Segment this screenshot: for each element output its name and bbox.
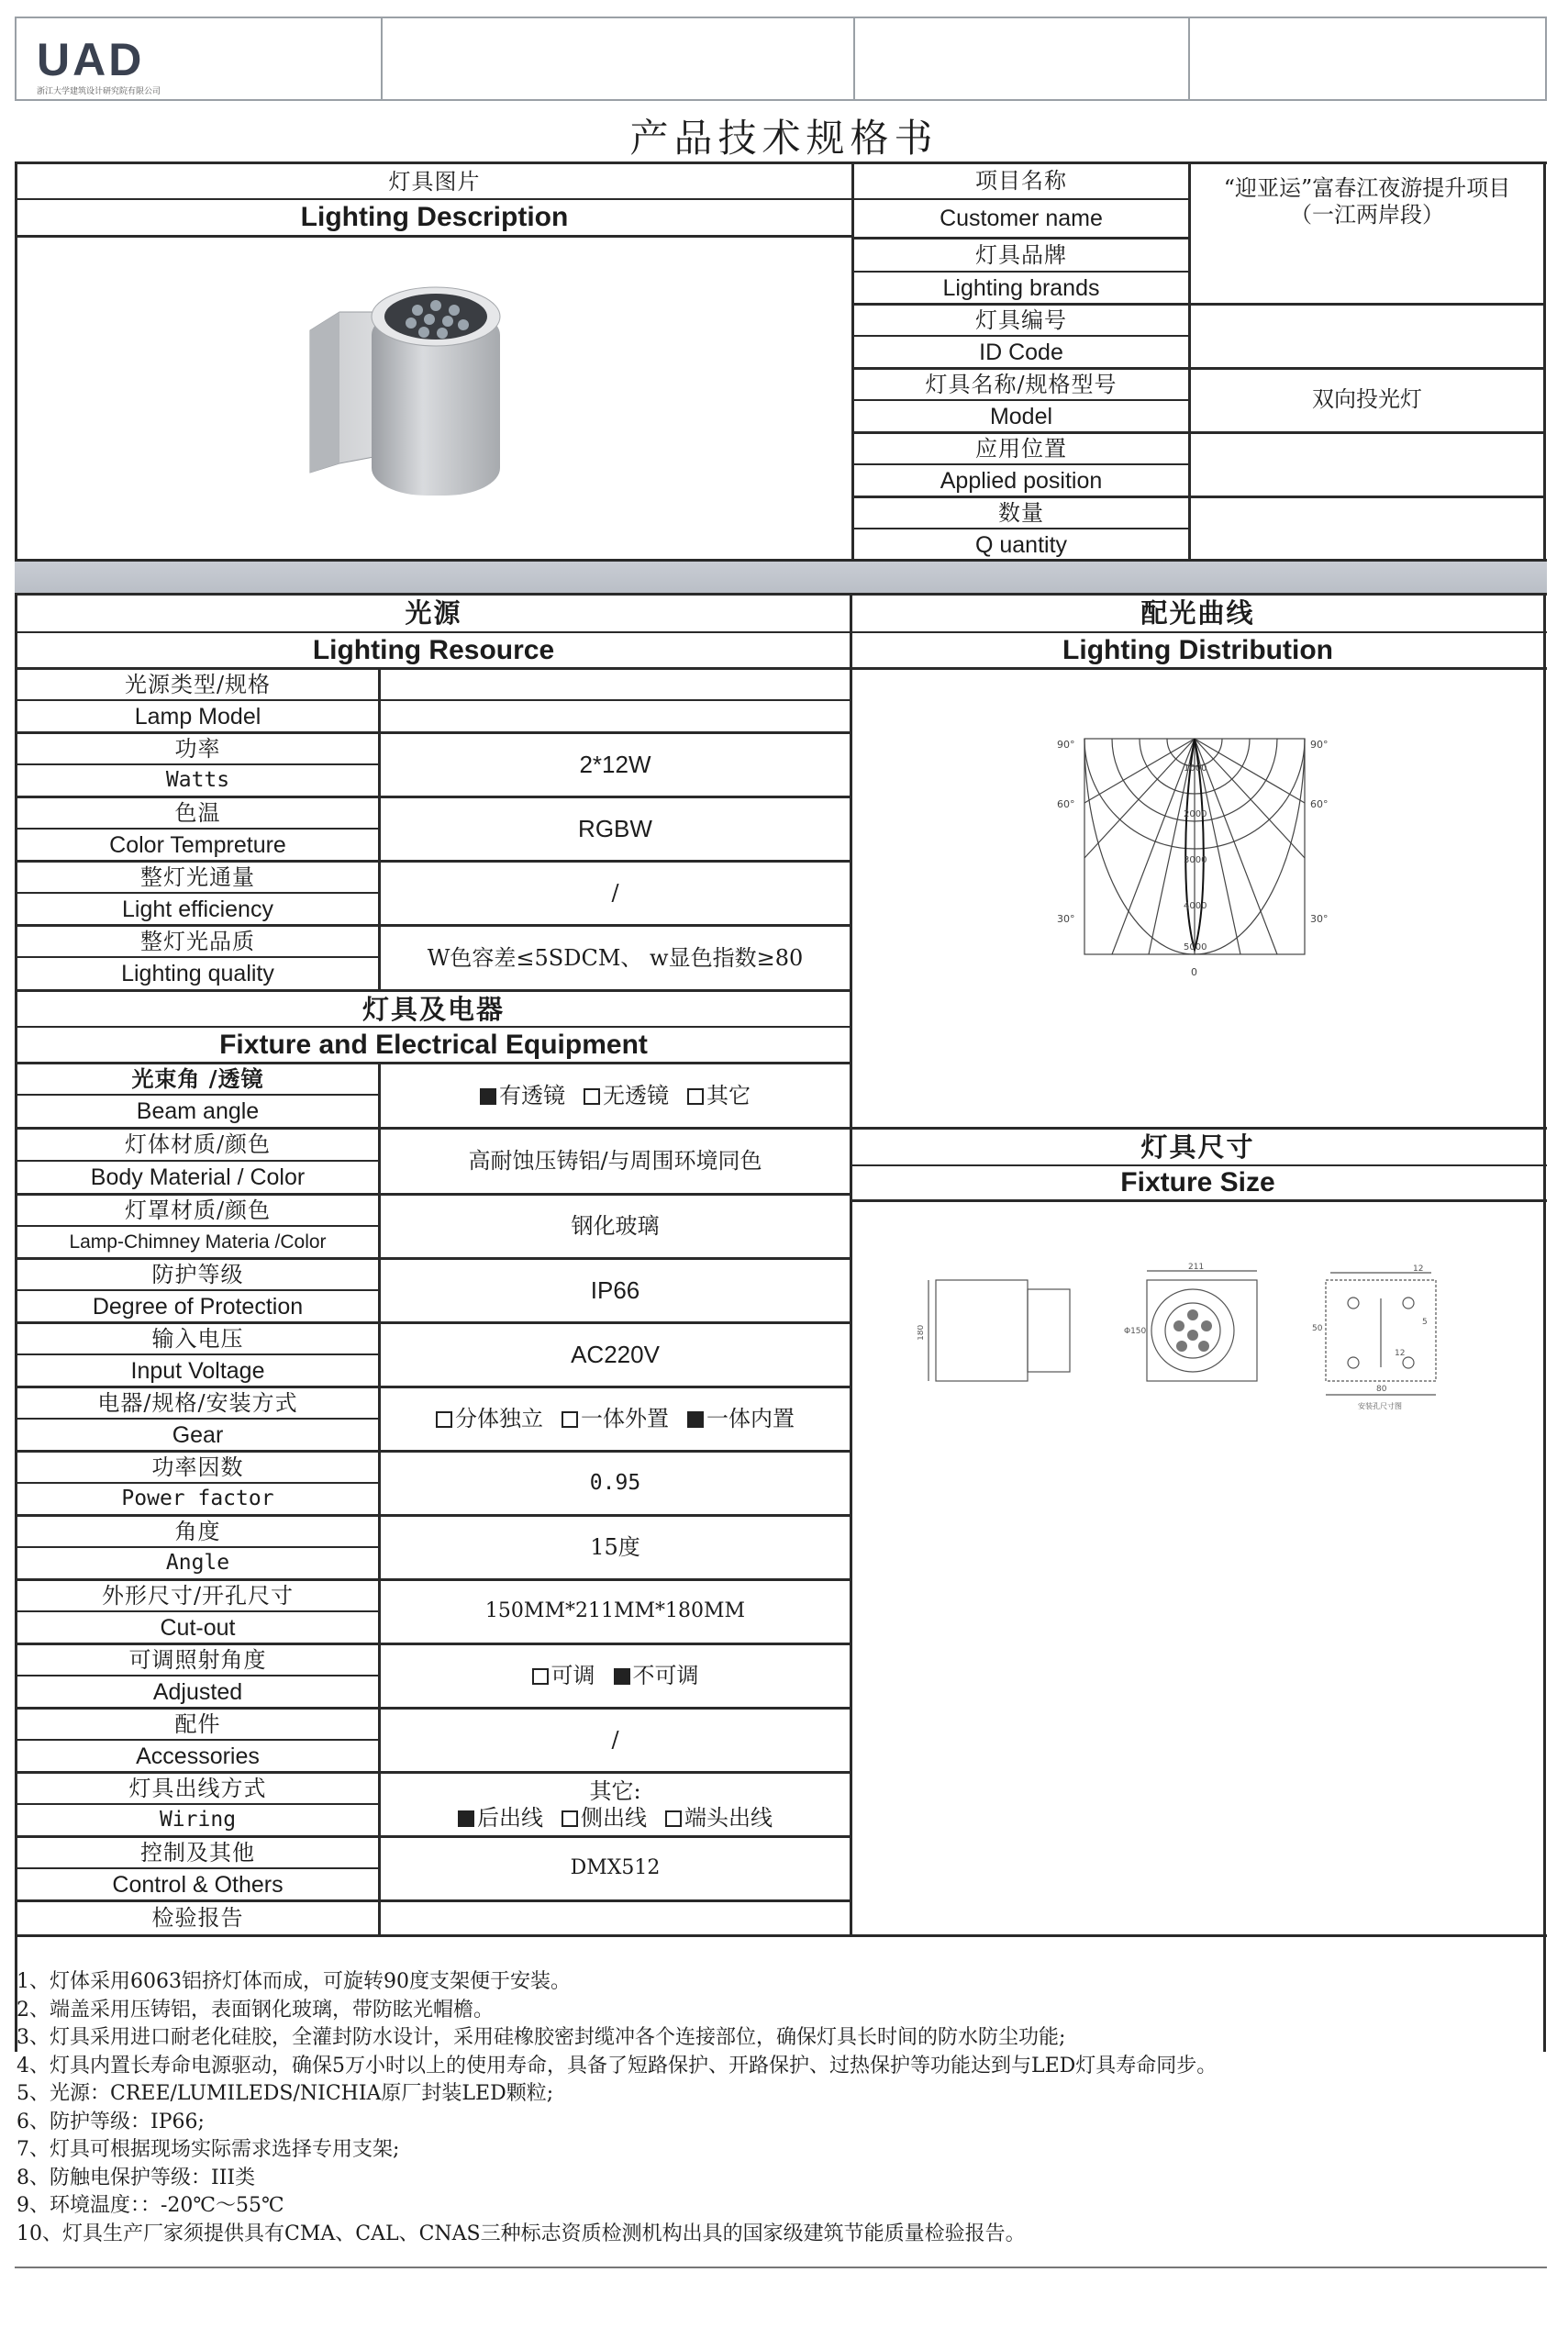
- field-label-cn: 灯具品牌: [975, 241, 1067, 268]
- fixture-label-en: Power factor: [121, 1486, 274, 1510]
- note-item: 8、防触电保护等级：III类: [17, 2166, 256, 2189]
- light-efficiency-value: /: [611, 880, 619, 907]
- fixture-label-en: Input Voltage: [130, 1357, 265, 1384]
- resource-title-en: Lighting Resource: [312, 634, 555, 665]
- fixture-label-en: Wiring: [159, 1807, 237, 1832]
- angle-label-60-left: 60°: [1057, 798, 1075, 810]
- field-label-cn: 应用位置: [975, 435, 1067, 462]
- fixture-label-en: Adjusted: [152, 1678, 243, 1705]
- checkbox-internal[interactable]: [687, 1406, 795, 1432]
- note-item: 7、灯具可根据现场实际需求选择专用支架;: [17, 2138, 400, 2161]
- note-item: 1、灯体采用6063铝挤灯体而成，可旋转90度支架便于安装。: [17, 1970, 571, 1993]
- fixture-label-cn: 可调照射角度: [128, 1646, 267, 1673]
- option-label: 不可调: [632, 1663, 699, 1689]
- angle-label-90-right: 90°: [1310, 739, 1329, 751]
- option-label: 有透镜: [499, 1082, 565, 1108]
- option-label: 端头出线: [684, 1804, 773, 1831]
- checkbox-other[interactable]: [687, 1083, 751, 1109]
- angle-label-30-right: 30°: [1310, 913, 1329, 925]
- fixture-label-cn: 输入电压: [151, 1325, 244, 1352]
- resource-label-cn: 整灯光品质: [140, 928, 255, 954]
- dim-label: 12: [1395, 1349, 1406, 1358]
- resource-label-en: Watts: [165, 767, 230, 792]
- checkbox-empty-icon: [562, 1411, 578, 1428]
- dim-label: 180: [917, 1324, 926, 1341]
- protection-value: IP66: [590, 1275, 640, 1304]
- polar-distribution-diagram: [1046, 730, 1340, 991]
- resource-label-cn: 功率: [174, 735, 221, 762]
- fixture-label-cn: 功率因数: [151, 1454, 244, 1480]
- fixture-label-en: Lamp-Chimney Materia /Color: [69, 1231, 327, 1253]
- fixture-label-en: Cut-out: [160, 1614, 236, 1641]
- fixture-size-title-en: Fixture Size: [1120, 1167, 1275, 1197]
- resource-label-en: Lighting quality: [121, 961, 274, 986]
- dim-label: 50: [1312, 1324, 1323, 1333]
- fixture-size-title-cn: 灯具尺寸: [1140, 1131, 1255, 1163]
- distribution-title-en: Lighting Distribution: [1062, 634, 1333, 665]
- notes-list: [17, 1968, 1540, 2248]
- checkbox-adjustable[interactable]: [532, 1663, 595, 1689]
- chimney-material-value: 钢化玻璃: [571, 1213, 660, 1240]
- logo-text: UAD: [37, 34, 145, 85]
- angle-label-60-right: 60°: [1310, 798, 1329, 810]
- project-name-line2: （一江两岸段）: [1290, 202, 1444, 228]
- checkbox-empty-icon: [584, 1088, 600, 1105]
- wiring-options: [381, 1774, 850, 1835]
- model-value: 双向投光灯: [1312, 385, 1422, 412]
- body-material-value: 高耐蚀压铸铝/与周围环境同色: [468, 1148, 762, 1175]
- company-logo: [37, 34, 161, 96]
- option-label: 其它: [706, 1082, 751, 1108]
- option-label: 一体外置: [581, 1406, 669, 1432]
- fixture-label-cn: 电器/规格/安装方式: [97, 1389, 298, 1416]
- watts-value: 2*12W: [579, 750, 651, 778]
- field-label-en: Q uantity: [974, 532, 1068, 558]
- product-photo: [303, 275, 514, 523]
- fixture-label-cn: 灯具出线方式: [128, 1775, 267, 1801]
- ring-label: 2000: [1184, 809, 1207, 819]
- power-factor-value: 0.95: [589, 1470, 641, 1495]
- fixture-label-en: Accessories: [136, 1743, 260, 1769]
- note-item: 4、灯具内置长寿命电源驱动，确保5万小时以上的使用寿命，具备了短路保护、开路保护、过热保护等功能达到与LED灯具寿命同步。: [17, 2054, 1218, 2077]
- accessories-value: /: [611, 1727, 619, 1754]
- dim-label: 211: [1188, 1263, 1205, 1272]
- photo-header-en: Lighting Description: [300, 202, 569, 232]
- field-label-cn: 灯具编号: [975, 306, 1067, 333]
- checkbox-fixed[interactable]: [614, 1663, 699, 1689]
- fixture-label-cn: 外形尺寸/开孔尺寸: [101, 1582, 295, 1609]
- fixture-title-en: Fixture and Electrical Equipment: [219, 1029, 648, 1060]
- note-item: 10、灯具生产厂家须提供具有CMA、CAL、CNAS三种标志资质检测机构出具的国家级建筑节能质量检验报告。: [17, 2222, 1026, 2245]
- photo-header-cn: 灯具图片: [388, 168, 481, 195]
- angle-value: 15度: [590, 1534, 640, 1561]
- fixture-label-cn: 防护等级: [151, 1261, 244, 1287]
- option-label: 后出线: [477, 1804, 543, 1831]
- field-label-en: Customer name: [940, 206, 1103, 231]
- checkbox-separate[interactable]: [436, 1406, 543, 1432]
- fixture-label-cn: 控制及其他: [140, 1839, 255, 1866]
- resource-label-en: Light efficiency: [122, 896, 273, 922]
- fixture-label-cn: 角度: [174, 1518, 221, 1544]
- logo-subtitle: 浙江大学建筑设计研究院有限公司: [37, 87, 161, 96]
- dim-label: 5: [1422, 1318, 1428, 1327]
- project-name-value: [1191, 167, 1543, 237]
- field-label-cn: 项目名称: [975, 168, 1067, 195]
- fixture-label-cn: 配件: [174, 1710, 221, 1737]
- field-label-cn: 数量: [998, 499, 1044, 526]
- voltage-value: AC220V: [571, 1340, 660, 1368]
- dimensions-value: 150MM*211MM*180MM: [484, 1599, 746, 1623]
- control-value: DMX512: [570, 1856, 661, 1880]
- option-label: 一体内置: [706, 1406, 795, 1432]
- fixture-label-cn: 灯罩材质/颜色: [124, 1197, 272, 1223]
- angle-label-0: 0: [1191, 966, 1197, 978]
- fixture-label-cn: 检验报告: [151, 1905, 244, 1932]
- resource-label-en: Color Tempreture: [109, 831, 286, 858]
- field-label-en: Lighting brands: [942, 274, 1100, 301]
- resource-title-cn: 光源: [405, 596, 462, 629]
- option-label: 可调: [550, 1663, 595, 1689]
- ring-label: 5000: [1184, 942, 1207, 952]
- note-item: 3、灯具采用进口耐老化硅胶，全灌封防水设计，采用硅橡胶密封缆冲各个连接部位，确保灯具长时间的防水防尘功能;: [17, 2026, 1066, 2049]
- dim-caption: 安装孔尺寸图: [1358, 1402, 1402, 1410]
- field-label-en: Model: [989, 403, 1053, 429]
- adjust-options: [381, 1645, 850, 1707]
- option-label: 无透镜: [603, 1082, 669, 1108]
- checkbox-end-outlet[interactable]: [665, 1805, 773, 1832]
- fixture-label-en: Beam angle: [136, 1098, 260, 1124]
- checkbox-lens[interactable]: [480, 1083, 565, 1109]
- field-label-en: Applied position: [940, 467, 1103, 494]
- checkbox-empty-icon: [532, 1668, 549, 1685]
- checkbox-checked-icon: [614, 1668, 630, 1685]
- project-name-line1: “迎亚运”富春江夜游提升项目: [1223, 175, 1511, 202]
- note-item: 5、光源：CREE/LUMILEDS/NICHIA原厂封装LED颗粒;: [17, 2082, 554, 2105]
- checkbox-rear-outlet[interactable]: [458, 1805, 543, 1832]
- angle-label-30-left: 30°: [1057, 913, 1075, 925]
- checkbox-empty-icon: [562, 1810, 578, 1827]
- ring-label: 3000: [1184, 855, 1207, 865]
- note-item: 6、防护等级：IP66;: [17, 2110, 205, 2133]
- checkbox-checked-icon: [480, 1088, 496, 1105]
- fixture-label-en: Gear: [172, 1421, 224, 1448]
- checkbox-side-outlet[interactable]: [562, 1805, 647, 1832]
- note-item: 2、端盖采用压铸铝，表面钢化玻璃，带防眩光帽檐。: [17, 1998, 494, 2022]
- fixture-dimension-drawings: [917, 1262, 1450, 1422]
- checkbox-checked-icon: [687, 1411, 704, 1428]
- checkbox-no-lens[interactable]: [584, 1083, 669, 1109]
- ring-label: 1000: [1184, 763, 1207, 774]
- checkbox-checked-icon: [458, 1810, 474, 1827]
- option-label: 侧出线: [581, 1804, 647, 1831]
- checkbox-empty-icon: [665, 1810, 682, 1827]
- dim-label: 12: [1413, 1264, 1424, 1274]
- fixture-label-en: Body Material / Color: [90, 1164, 306, 1190]
- lighting-quality-value: W色容差≤5SDCM、 w显色指数≥80: [427, 944, 804, 971]
- beam-angle-options: [381, 1064, 850, 1127]
- resource-label-cn: 整灯光通量: [140, 863, 255, 890]
- wiring-other-label: 其它:: [589, 1777, 641, 1804]
- resource-label-cn: 色温: [174, 799, 221, 826]
- fixture-label-cn: 灯体材质/颜色: [124, 1131, 272, 1158]
- dim-label: Φ150: [1124, 1327, 1147, 1336]
- color-temp-value: RGBW: [578, 814, 652, 842]
- fixture-label-cn: 光束角 /透镜: [131, 1064, 264, 1092]
- section-divider: [15, 561, 1547, 594]
- fixture-label-en: Degree of Protection: [92, 1293, 304, 1320]
- field-label-cn: 灯具名称/规格型号: [925, 371, 1118, 397]
- checkbox-empty-icon: [436, 1411, 452, 1428]
- dim-label: 80: [1376, 1385, 1387, 1394]
- field-label-en: ID Code: [979, 339, 1063, 365]
- gear-options: [381, 1388, 850, 1450]
- fixture-label-en: Angle: [165, 1550, 230, 1575]
- distribution-title-cn: 配光曲线: [1140, 596, 1255, 629]
- checkbox-external[interactable]: [562, 1406, 669, 1432]
- document-title: 产品技术规格书: [629, 116, 939, 161]
- ring-label: 4000: [1184, 901, 1207, 911]
- angle-label-90-left: 90°: [1057, 739, 1075, 751]
- resource-label-en: Lamp Model: [134, 703, 261, 730]
- note-item: 9、环境温度：：-20℃～55℃: [17, 2194, 284, 2217]
- resource-label-cn: 光源类型/规格: [124, 671, 272, 697]
- checkbox-empty-icon: [687, 1088, 704, 1105]
- fixture-label-en: Control & Others: [112, 1871, 284, 1898]
- option-label: 分体独立: [455, 1406, 543, 1432]
- fixture-title-cn: 灯具及电器: [361, 993, 505, 1025]
